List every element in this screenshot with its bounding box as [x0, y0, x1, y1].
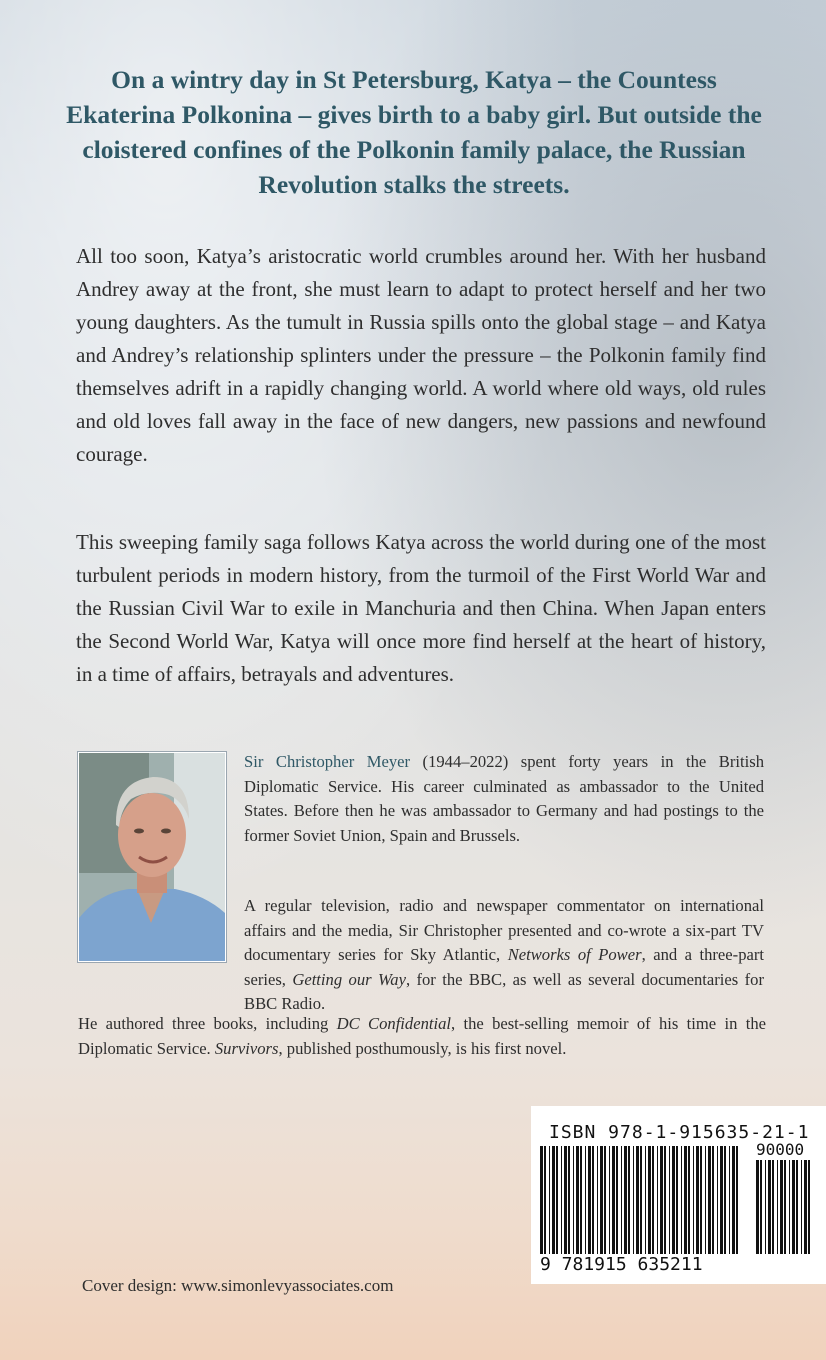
barcode-stripe [705, 1146, 706, 1254]
barcode-stripe [604, 1146, 606, 1254]
barcode-stripe [549, 1146, 550, 1254]
barcode-stripe [688, 1146, 690, 1254]
barcode-stripe [628, 1146, 630, 1254]
barcode-stripe [756, 1160, 759, 1254]
barcode-stripe [804, 1160, 807, 1254]
barcode-stripe [700, 1146, 702, 1254]
barcode-stripe [616, 1146, 618, 1254]
barcode-stripe [729, 1146, 730, 1254]
barcode-stripe [564, 1146, 567, 1254]
barcode-stripe [664, 1146, 666, 1254]
barcode-stripe [633, 1146, 634, 1254]
author-bio-3 [78, 1012, 766, 1061]
barcode-stripe [669, 1146, 670, 1254]
barcode-stripe [588, 1146, 591, 1254]
barcode-stripe [801, 1160, 802, 1254]
bio2-text-c: , for the BBC, as well as several documentaries for BBC Radio. [244, 969, 764, 1013]
barcode-stripe [681, 1146, 682, 1254]
author-photo [78, 752, 226, 962]
barcode-stripe [640, 1146, 642, 1254]
title-dc-confidential: DC Confidential [336, 1014, 451, 1033]
barcode-stripe [724, 1146, 726, 1254]
barcode-stripe [636, 1146, 639, 1254]
barcode-stripe [808, 1160, 810, 1254]
barcode-stripe [552, 1146, 555, 1254]
barcode-stripe [612, 1146, 615, 1254]
title-survivors: Survivors [214, 1038, 279, 1058]
barcode-stripe [768, 1160, 771, 1254]
barcode-stripe [676, 1146, 678, 1254]
barcode-stripe [585, 1146, 586, 1254]
barcode-stripe [796, 1160, 798, 1254]
barcode-stripe [561, 1146, 562, 1254]
barcode-stripe [609, 1146, 610, 1254]
barcode-stripe [693, 1146, 694, 1254]
barcode-stripe [696, 1146, 699, 1254]
barcode-stripe [540, 1146, 543, 1254]
blurb-paragraph-1: All too soon, Katya’s aristocratic world crumbles around her. With her husband Andrey away at the front, she must learn to adapt to protect herself and her two young daughters. As the tumult in Russia spills onto the global stage – and Katya and Andrey’s relationship splinters under the pressure – the Polkonin family find themselves adrift in a rapidly changing world. A world where old ways, old rules and old loves fall away in the face of new dangers, new passions and newfound courage. [76, 244, 766, 466]
barcode-stripe [624, 1146, 627, 1254]
barcode-stripe [576, 1146, 579, 1254]
barcode-stripe [556, 1146, 558, 1254]
barcode-stripe [580, 1146, 582, 1254]
author-bio-2 [244, 894, 764, 1017]
cover-design-credit: Cover design: www.simonlevyassociates.com [82, 1276, 394, 1295]
barcode-stripe [657, 1146, 658, 1254]
barcode-addon-bars [754, 1160, 816, 1254]
bio3-text-c: , published posthumously, is his first novel. [278, 1038, 567, 1058]
bio2-text-b: , and a three-part series, [244, 945, 764, 989]
barcode-stripe [780, 1160, 783, 1254]
barcode-stripe [652, 1146, 654, 1254]
tagline: On a wintry day in St Petersburg, Katya – the Countess Ekaterina Polkonina – gives birth to a baby girl. But outside the cloistered confines of the Polkonin family palace, the Russian Revolution stalks the streets. [66, 65, 762, 199]
barcode-stripe [736, 1146, 738, 1254]
bio2-text-a: A regular television, radio and newspaper commentator on international affairs and the media, Sir Christopher presented and co-wrote a six-part TV documentary series for Sky Atlantic, [244, 896, 764, 964]
barcode-stripe [684, 1146, 687, 1254]
barcode-stripe [777, 1160, 778, 1254]
barcode-stripe [712, 1146, 714, 1254]
title-getting-our-way: Getting our Way [292, 969, 406, 989]
barcode-addon-label: 90000 [756, 1140, 805, 1159]
barcode-stripe [672, 1146, 675, 1254]
barcode-stripe [789, 1160, 790, 1254]
barcode-stripe [708, 1146, 711, 1254]
author-bio-1 [244, 750, 764, 848]
barcode-stripe [765, 1160, 766, 1254]
barcode-stripe [568, 1146, 570, 1254]
barcode-stripe [717, 1146, 718, 1254]
barcode-stripe [772, 1160, 774, 1254]
barcode-stripe [648, 1146, 651, 1254]
bio3-text-a: He authored three books, including [78, 1014, 337, 1033]
barcode-stripe [573, 1146, 574, 1254]
barcode-stripe [660, 1146, 663, 1254]
barcode-stripe [784, 1160, 786, 1254]
title-networks-of-power: Networks of Power [507, 945, 642, 964]
barcode-stripe [592, 1146, 594, 1254]
barcode-digits: 9 781915 635211 [540, 1254, 703, 1275]
barcode-stripe [732, 1146, 735, 1254]
barcode-stripe [645, 1146, 646, 1254]
barcode-stripe [792, 1160, 795, 1254]
author-bio-1-text: (1944–2022) spent forty years in the British Diplomatic Service. His career culminated as ambassador to the United States. Before then he was ambassador to Germany and had postings to the former Soviet Union, Spain and Brussels. [244, 752, 764, 845]
barcode-stripe [544, 1146, 546, 1254]
barcode-stripe [760, 1160, 762, 1254]
author-name: Sir Christopher Meyer [244, 752, 411, 771]
barcode-bars [538, 1146, 744, 1254]
bio3-text-b: , the best-selling memoir of his time in the Diplomatic Service. [78, 1014, 766, 1058]
barcode-stripe [600, 1146, 603, 1254]
barcode-stripe [597, 1146, 598, 1254]
barcode-stripe [621, 1146, 622, 1254]
blurb-paragraph-2: This sweeping family saga follows Katya across the world during one of the most turbulent periods in modern history, from the turmoil of the First World War and the Russian Civil War to exile in Manchuria and then China. When Japan enters the Second World War, Katya will once more find herself at the heart of history, in a time of affairs, betrayals and adventures. [76, 530, 766, 686]
isbn-label: ISBN 978-1-915635-21-1 [549, 1122, 810, 1143]
barcode-stripe [720, 1146, 723, 1254]
